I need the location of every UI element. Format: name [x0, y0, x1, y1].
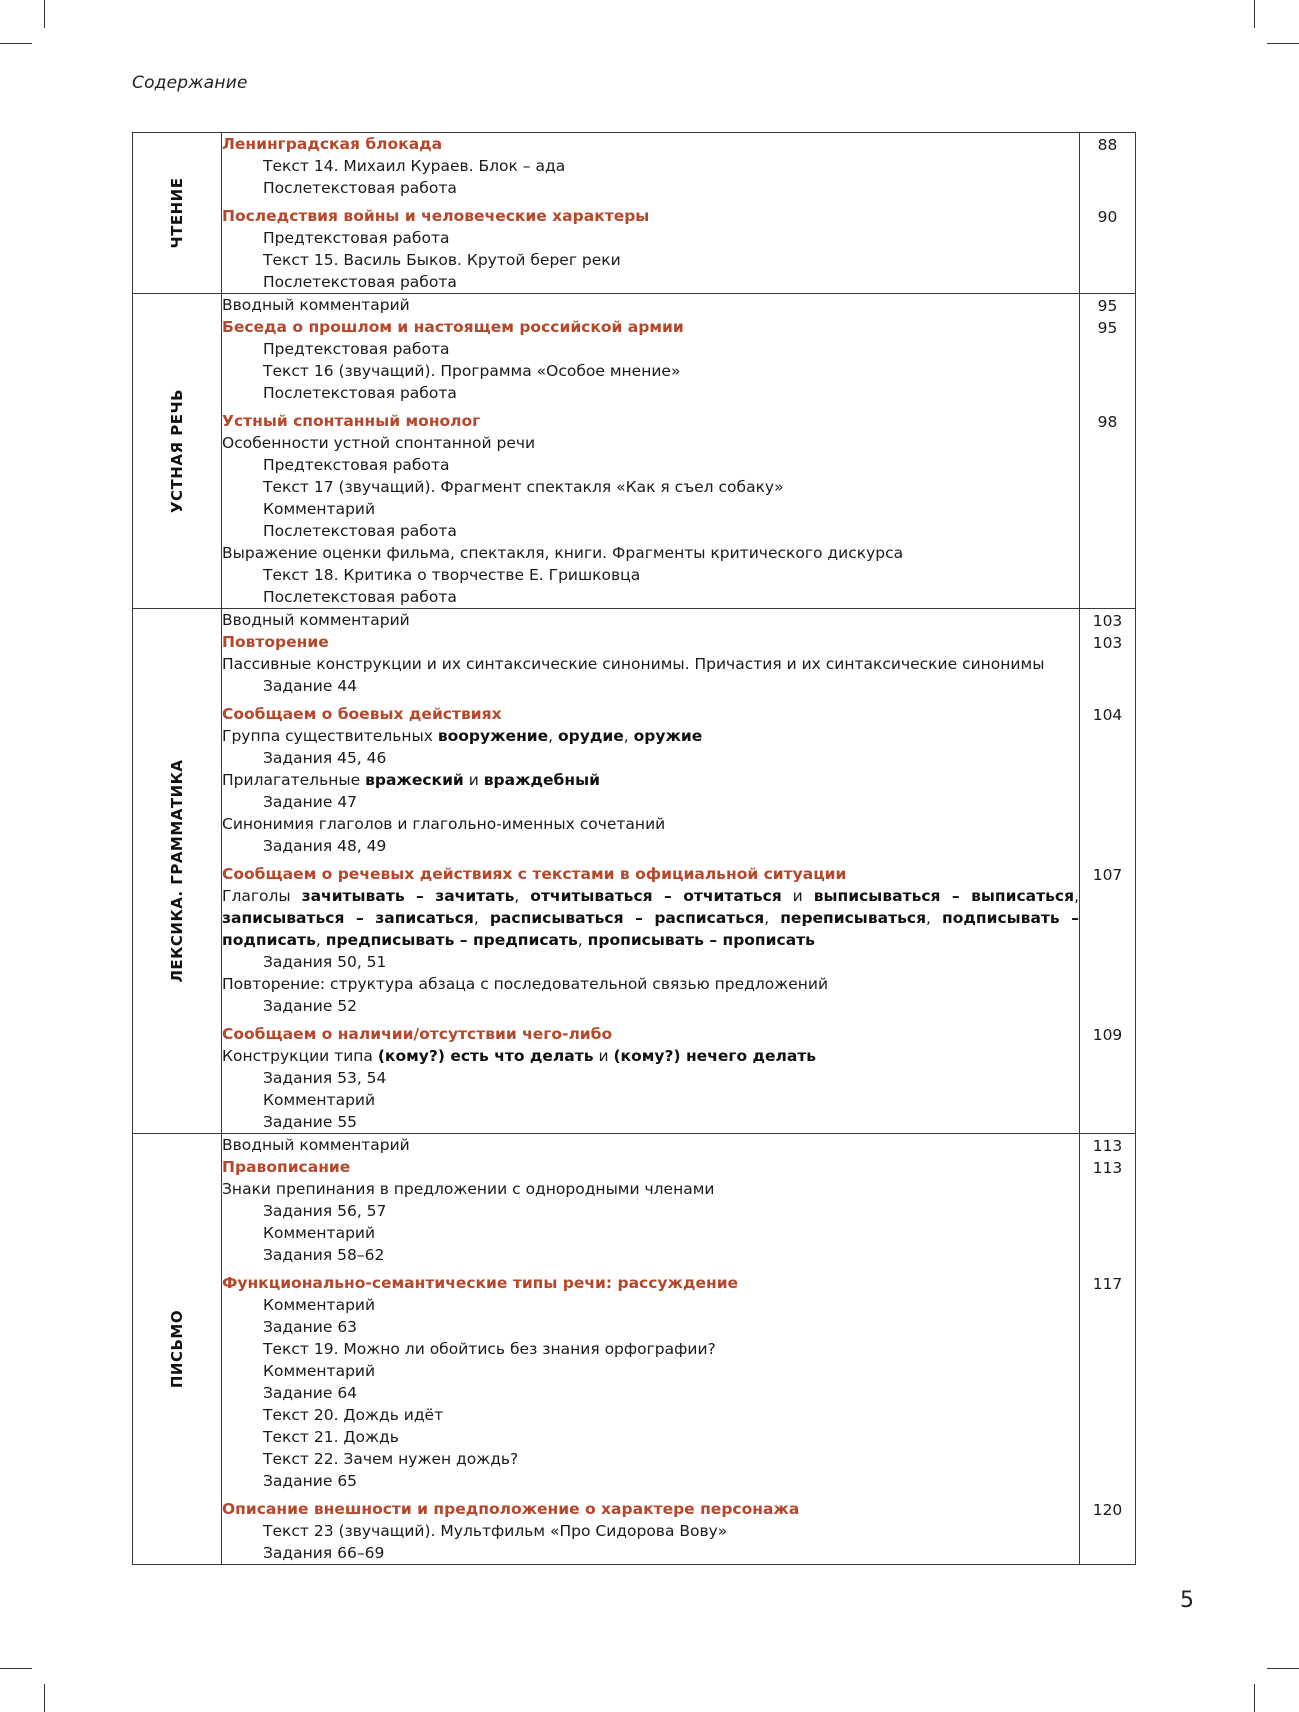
entry-text: , — [764, 909, 781, 927]
toc-entry: Послетекстовая работа — [263, 273, 457, 291]
toc-entry: Повторение: структура абзаца с последовательной связью предложений — [222, 975, 829, 993]
section-label-cell — [133, 609, 222, 1134]
section-label: УСТНАЯ РЕЧЬ — [168, 388, 186, 514]
toc-entry: Комментарий — [263, 1091, 376, 1109]
section-label: ПИСЬМО — [168, 1309, 186, 1389]
toc-entry: Послетекстовая работа — [263, 588, 457, 606]
toc-entry: Задание 64 — [263, 1384, 358, 1402]
entry-text: , — [926, 909, 942, 927]
page-ref: 113 — [1092, 1136, 1123, 1155]
toc-entry: Вводный комментарий — [222, 611, 410, 629]
toc-topic-title: Правописание — [222, 1158, 351, 1176]
page-ref: 104 — [1092, 705, 1123, 724]
entry-text: , — [577, 931, 588, 949]
toc-entry: Текст 20. Дождь идёт — [263, 1406, 444, 1424]
keyword: записываться – записаться — [222, 909, 474, 927]
toc-entry: Текст 18. Критика о творчестве Е. Гришковца — [263, 566, 641, 584]
toc-entry: Текст 16 (звучащий). Программа «Особое мнение» — [263, 362, 681, 380]
entry-text: Глаголы — [222, 887, 302, 905]
toc-table — [132, 132, 1136, 1565]
toc-section-row — [133, 133, 1136, 294]
section-label-cell — [133, 133, 222, 294]
keyword: предписывать – предписать — [325, 931, 578, 949]
section-entries — [222, 609, 1080, 1134]
toc-entry: Текст 22. Зачем нужен дождь? — [263, 1450, 519, 1468]
page-ref: 109 — [1092, 1025, 1123, 1044]
toc-topic-title: Сообщаем о наличии/отсутствии чего-либо — [222, 1025, 613, 1043]
toc-topic-title: Последствия войны и человеческие характеры — [222, 207, 650, 225]
toc-section-row — [133, 294, 1136, 609]
section-pages — [1080, 1134, 1136, 1565]
toc-entry: Вводный комментарий — [222, 1136, 410, 1154]
section-pages — [1080, 133, 1136, 294]
crop-mark — [1254, 0, 1255, 28]
toc-entry: Выражение оценки фильма, спектакля, книги. Фрагменты критического дискурса — [222, 544, 904, 562]
crop-mark — [44, 1684, 45, 1712]
page-ref: 98 — [1097, 412, 1118, 431]
toc-entry: Текст 21. Дождь — [263, 1428, 399, 1446]
toc-entry: Задания 45, 46 — [263, 749, 387, 767]
page-ref: 103 — [1092, 633, 1123, 652]
keyword: враждебный — [483, 771, 600, 789]
crop-mark — [0, 1668, 32, 1669]
crop-mark — [1254, 1684, 1255, 1712]
keyword: вражеский — [365, 771, 464, 789]
toc-entry: Задания 56, 57 — [263, 1202, 387, 1220]
crop-mark — [1267, 43, 1299, 44]
page-ref: 107 — [1092, 865, 1123, 884]
page-ref: 88 — [1097, 135, 1118, 154]
toc-entry: Пассивные конструкции и их синтаксические синонимы. Причастия и их синтаксические синонимы — [222, 655, 1045, 673]
toc-entry: Послетекстовая работа — [263, 522, 457, 540]
toc-entry: Текст 17 (звучащий). Фрагмент спектакля «Как я съел собаку» — [263, 478, 784, 496]
toc-entry: Задания 66–69 — [263, 1544, 385, 1562]
entry-text: , — [473, 909, 490, 927]
crop-mark — [1267, 1668, 1299, 1669]
toc-entry: Текст 23 (звучащий). Мультфильм «Про Сидорова Вову» — [263, 1522, 728, 1540]
section-entries — [222, 294, 1080, 609]
toc-entry: Задания 50, 51 — [263, 953, 387, 971]
toc-entry: Комментарий — [263, 1224, 376, 1242]
toc-entry: Комментарий — [263, 1296, 376, 1314]
toc-entry — [222, 725, 1079, 747]
entry-text: , — [548, 727, 559, 745]
crop-mark — [44, 0, 45, 28]
entry-text: , — [623, 727, 634, 745]
keyword: расписываться – расписаться — [489, 909, 765, 927]
toc-topic-title: Функционально-семантические типы речи: рассуждение — [222, 1274, 739, 1292]
toc-entry: Вводный комментарий — [222, 296, 410, 314]
page-ref: 95 — [1097, 318, 1118, 337]
page-ref: 103 — [1092, 611, 1123, 630]
page-ref: 95 — [1097, 296, 1118, 315]
toc-entry: Синонимия глаголов и глагольно-именных сочетаний — [222, 815, 666, 833]
section-entries — [222, 1134, 1080, 1565]
toc-entry: Задание 55 — [263, 1113, 358, 1131]
section-pages — [1080, 294, 1136, 609]
toc-topic-title: Повторение — [222, 633, 329, 651]
toc-entry: Знаки препинания в предложении с однородными членами — [222, 1180, 715, 1198]
section-label-cell — [133, 1134, 222, 1565]
crop-mark — [0, 43, 32, 44]
keyword: выписываться – выписаться — [813, 887, 1075, 905]
entry-text: и — [593, 1047, 614, 1065]
entry-text: , — [514, 887, 531, 905]
page-ref: 113 — [1092, 1158, 1123, 1177]
toc-entry: Задания 58–62 — [263, 1246, 385, 1264]
section-label: ЛЕКСИКА. ГРАММАТИКА — [168, 759, 186, 983]
toc-topic-title: Устный спонтанный монолог — [222, 412, 481, 430]
page-ref: 120 — [1092, 1500, 1123, 1519]
toc-entry: Особенности устной спонтанной речи — [222, 434, 536, 452]
toc-section-row — [133, 1134, 1136, 1565]
entry-text: Прилагательные — [222, 771, 366, 789]
toc-entry: Текст 15. Василь Быков. Крутой берег реки — [263, 251, 621, 269]
page-header: Содержание — [132, 73, 248, 93]
toc-entry: Задания 53, 54 — [263, 1069, 387, 1087]
toc-entry: Предтекстовая работа — [263, 229, 450, 247]
toc-entry — [222, 769, 1079, 791]
toc-entry: Послетекстовая работа — [263, 179, 457, 197]
toc-entry: Комментарий — [263, 500, 376, 518]
entry-text: и — [781, 887, 814, 905]
keyword: отчитываться – отчитаться — [530, 887, 782, 905]
keyword: оружие — [633, 727, 703, 745]
toc-topic-title: Сообщаем о боевых действиях — [222, 705, 502, 723]
toc-entry: Задание 44 — [263, 677, 358, 695]
toc-section-row — [133, 609, 1136, 1134]
keyword: вооружение — [437, 727, 549, 745]
toc-entry: Послетекстовая работа — [263, 384, 457, 402]
toc-entry: Задание 52 — [263, 997, 358, 1015]
entry-text: и — [463, 771, 484, 789]
entry-text: Конструкции типа — [222, 1047, 378, 1065]
toc-topic-title: Описание внешности и предположение о характере персонажа — [222, 1500, 800, 1518]
section-label-cell — [133, 294, 222, 609]
toc-topic-title: Сообщаем о речевых действиях с текстами в официальной ситуации — [222, 865, 847, 883]
keyword: зачитывать – зачитать — [301, 887, 515, 905]
toc-entry — [222, 1045, 1079, 1067]
toc-entry — [222, 885, 1079, 951]
section-label: ЧТЕНИЕ — [168, 177, 186, 249]
keyword: (кому?) есть что делать — [377, 1047, 594, 1065]
toc-entry: Предтекстовая работа — [263, 456, 450, 474]
toc-topic-title: Беседа о прошлом и настоящем российской армии — [222, 318, 684, 336]
page-ref: 117 — [1092, 1274, 1123, 1293]
toc-entry: Предтекстовая работа — [263, 340, 450, 358]
keyword: орудие — [558, 727, 624, 745]
section-pages — [1080, 609, 1136, 1134]
entry-text: Группа существительных — [222, 727, 438, 745]
section-entries — [222, 133, 1080, 294]
keyword: прописывать – прописать — [587, 931, 815, 949]
toc-entry: Текст 19. Можно ли обойтись без знания орфографии? — [263, 1340, 716, 1358]
toc-entry: Комментарий — [263, 1362, 376, 1380]
toc-entry: Задание 47 — [263, 793, 358, 811]
entry-text: , — [315, 931, 326, 949]
keyword: подписывать – подписать — [222, 909, 1079, 949]
toc-entry: Задания 48, 49 — [263, 837, 387, 855]
keyword: (кому?) нечего делать — [613, 1047, 817, 1065]
page-ref: 90 — [1097, 207, 1118, 226]
toc-entry: Текст 14. Михаил Кураев. Блок – ада — [263, 157, 566, 175]
page-number: 5 — [1180, 1588, 1194, 1613]
toc-entry: Задание 65 — [263, 1472, 358, 1490]
entry-text: , — [1074, 887, 1080, 905]
keyword: переписываться — [780, 909, 927, 927]
toc-entry: Задание 63 — [263, 1318, 358, 1336]
toc-topic-title: Ленинградская блокада — [222, 135, 443, 153]
